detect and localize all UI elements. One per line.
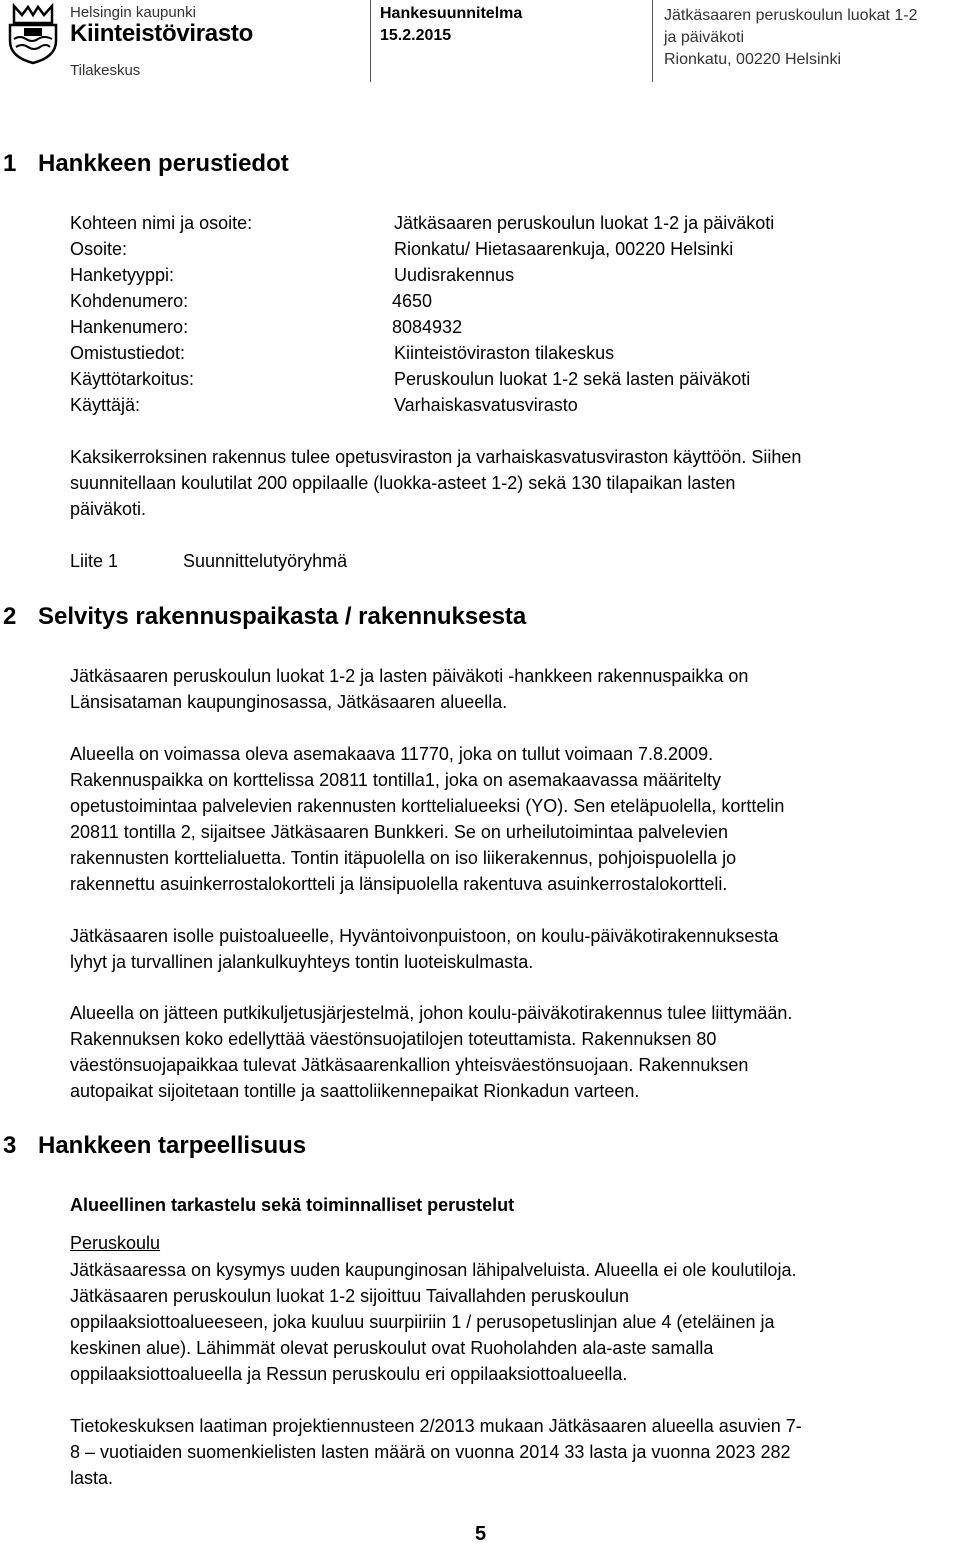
attachment-title: Suunnittelutyöryhmä [183,551,348,571]
document-header [0,0,960,85]
paragraph-line: lyhyt ja turvallinen jalankulkuyhteys tontin luoteiskulmasta. [70,952,534,972]
paragraph-line: lasta. [70,1468,114,1488]
paragraph-line: päiväkoti. [70,499,147,519]
section-heading [3,603,526,631]
paragraph-line: 8 – vuotiaiden suomenkielisten lasten määrä on vuonna 2014 33 lasta ja vuonna 2023 282 [70,1442,791,1462]
section-title: Hankkeen tarpeellisuus [38,1132,307,1159]
paragraph-line: Jätkäsaaren peruskoulun luokat 1-2 sijoittuu Taivallahden peruskoulun [70,1286,630,1306]
paragraph-line: oppilaaksiottoalueella ja Ressun peruskoulu eri oppilaaksiottoalueella. [70,1364,628,1384]
field-value: 4650 [392,291,433,311]
document-date: 15.2.2015 [380,27,452,44]
paragraph-line: Rakennuspaikka on korttelissa 20811 tontilla1, joka on asemakaavassa määritelty [70,770,722,790]
paragraph-line: Jätkäsaaressa on kysymys uuden kaupunginosan lähipalveluista. Alueella ei ole koulutiloja. [70,1260,797,1280]
org-city-name: Helsingin kaupunki [70,4,196,21]
field-value: Uudisrakennus [394,265,515,285]
field-label: Osoite: [70,239,128,259]
paragraph-line: suunnitellaan koulutilat 200 oppilaalle (luokka-asteet 1-2) sekä 130 tilapaikan lasten [70,473,736,493]
paragraph-line: rakennettu asuinkerrostalokortteli ja länsipuolella rakentuva asuinkerrostalokortteli. [70,874,728,894]
helsinki-crest-logo [4,3,62,65]
paragraph-line: autopaikat sijoitetaan tontille ja saattoliikennepaikat Rionkadun varteen. [70,1081,640,1101]
attachment-label: Liite 1 [70,551,119,571]
section-heading [3,1132,306,1160]
subheading: Alueellinen tarkastelu sekä toiminnalliset perustelut [70,1195,515,1215]
paragraph-line: Rakennuksen koko edellyttää väestönsuojatilojen toteuttamista. Rakennuksen 80 [70,1029,717,1049]
field-label: Hanketyyppi: [70,265,175,285]
paragraph-line: rakennusten korttelialuetta. Tontin itäpuolella on iso liikerakennus, pohjoispuolella jo [70,848,737,868]
section-number: 1 [3,150,17,177]
org-name: Kiinteistövirasto [70,20,253,47]
project-line: Rionkatu, 00220 Helsinki [664,51,841,68]
field-value: Kiinteistöviraston tilakeskus [394,343,615,363]
header-divider [652,0,653,82]
topic-label: Peruskoulu [70,1233,161,1253]
paragraph-line: Alueella on voimassa oleva asemakaava 11770, joka on tullut voimaan 7.8.2009. [70,744,714,764]
paragraph-line: 20811 tontilla 2, sijaitsee Jätkäsaaren Bunkkeri. Se on urheilutoimintaa palvelevien [70,822,729,842]
field-value: 8084932 [392,317,463,337]
field-label: Kohteen nimi ja osoite: [70,213,253,233]
section-title: Hankkeen perustiedot [38,150,289,177]
project-line: Jätkäsaaren peruskoulun luokat 1-2 [664,7,918,24]
paragraph-line: oppilaaksiottoalueeseen, joka kuuluu suurpiiriin 1 / perusopetuslinjan alue 4 (eteläinen ja [70,1312,775,1332]
paragraph-line: Kaksikerroksinen rakennus tulee opetusviraston ja varhaiskasvatusviraston käyttöön. Siihen [70,447,802,467]
field-value: Varhaiskasvatusvirasto [394,395,578,415]
section-number: 3 [3,1132,17,1159]
page-number: 5 [475,1523,487,1545]
header-divider [370,0,371,82]
project-line: ja päiväkoti [664,29,745,46]
section-heading [3,150,289,178]
paragraph-line: Alueella on jätteen putkikuljetusjärjestelmä, johon koulu-päiväkotirakennus tulee liittymään. [70,1003,793,1023]
field-label: Hankenumero: [70,317,189,337]
field-label: Käyttötarkoitus: [70,369,195,389]
paragraph-line: Jätkäsaaren peruskoulun luokat 1-2 ja lasten päiväkoti -hankkeen rakennuspaikka on [70,666,749,686]
document-type: Hankesuunnitelma [380,5,523,22]
org-unit: Tilakeskus [70,62,141,79]
field-value: Peruskoulun luokat 1-2 sekä lasten päiväkoti [394,369,751,389]
section-number: 2 [3,603,17,630]
paragraph-line: Tietokeskuksen laatiman projektiennusteen 2/2013 mukaan Jätkäsaaren alueella asuvien 7- [70,1416,802,1436]
field-value: Rionkatu/ Hietasaarenkuja, 00220 Helsinki [394,239,734,259]
field-value: Jätkäsaaren peruskoulun luokat 1-2 ja päiväkoti [394,213,775,233]
project-info [664,5,918,71]
section-title: Selvitys rakennuspaikasta / rakennuksesta [38,603,527,630]
paragraph-line: väestönsuojapaikkaa tulevat Jätkäsaarenkallion yhteisväestönsuojaan. Rakennuksen [70,1055,749,1075]
field-label: Käyttäjä: [70,395,141,415]
paragraph-line: Jätkäsaaren isolle puistoalueelle, Hyväntoivonpuistoon, on koulu-päiväkotirakennuksesta [70,926,779,946]
field-label: Omistustiedot: [70,343,186,363]
paragraph-line: opetustoimintaa palvelevien rakennusten korttelialueeksi (YO). Sen eteläpuolella, korttelin [70,796,785,816]
paragraph-line: Länsisataman kaupunginosassa, Jätkäsaaren alueella. [70,692,508,712]
paragraph-line: keskinen alue). Lähimmät olevat peruskoulut ovat Ruoholahden ala-aste samalla [70,1338,714,1358]
field-label: Kohdenumero: [70,291,189,311]
